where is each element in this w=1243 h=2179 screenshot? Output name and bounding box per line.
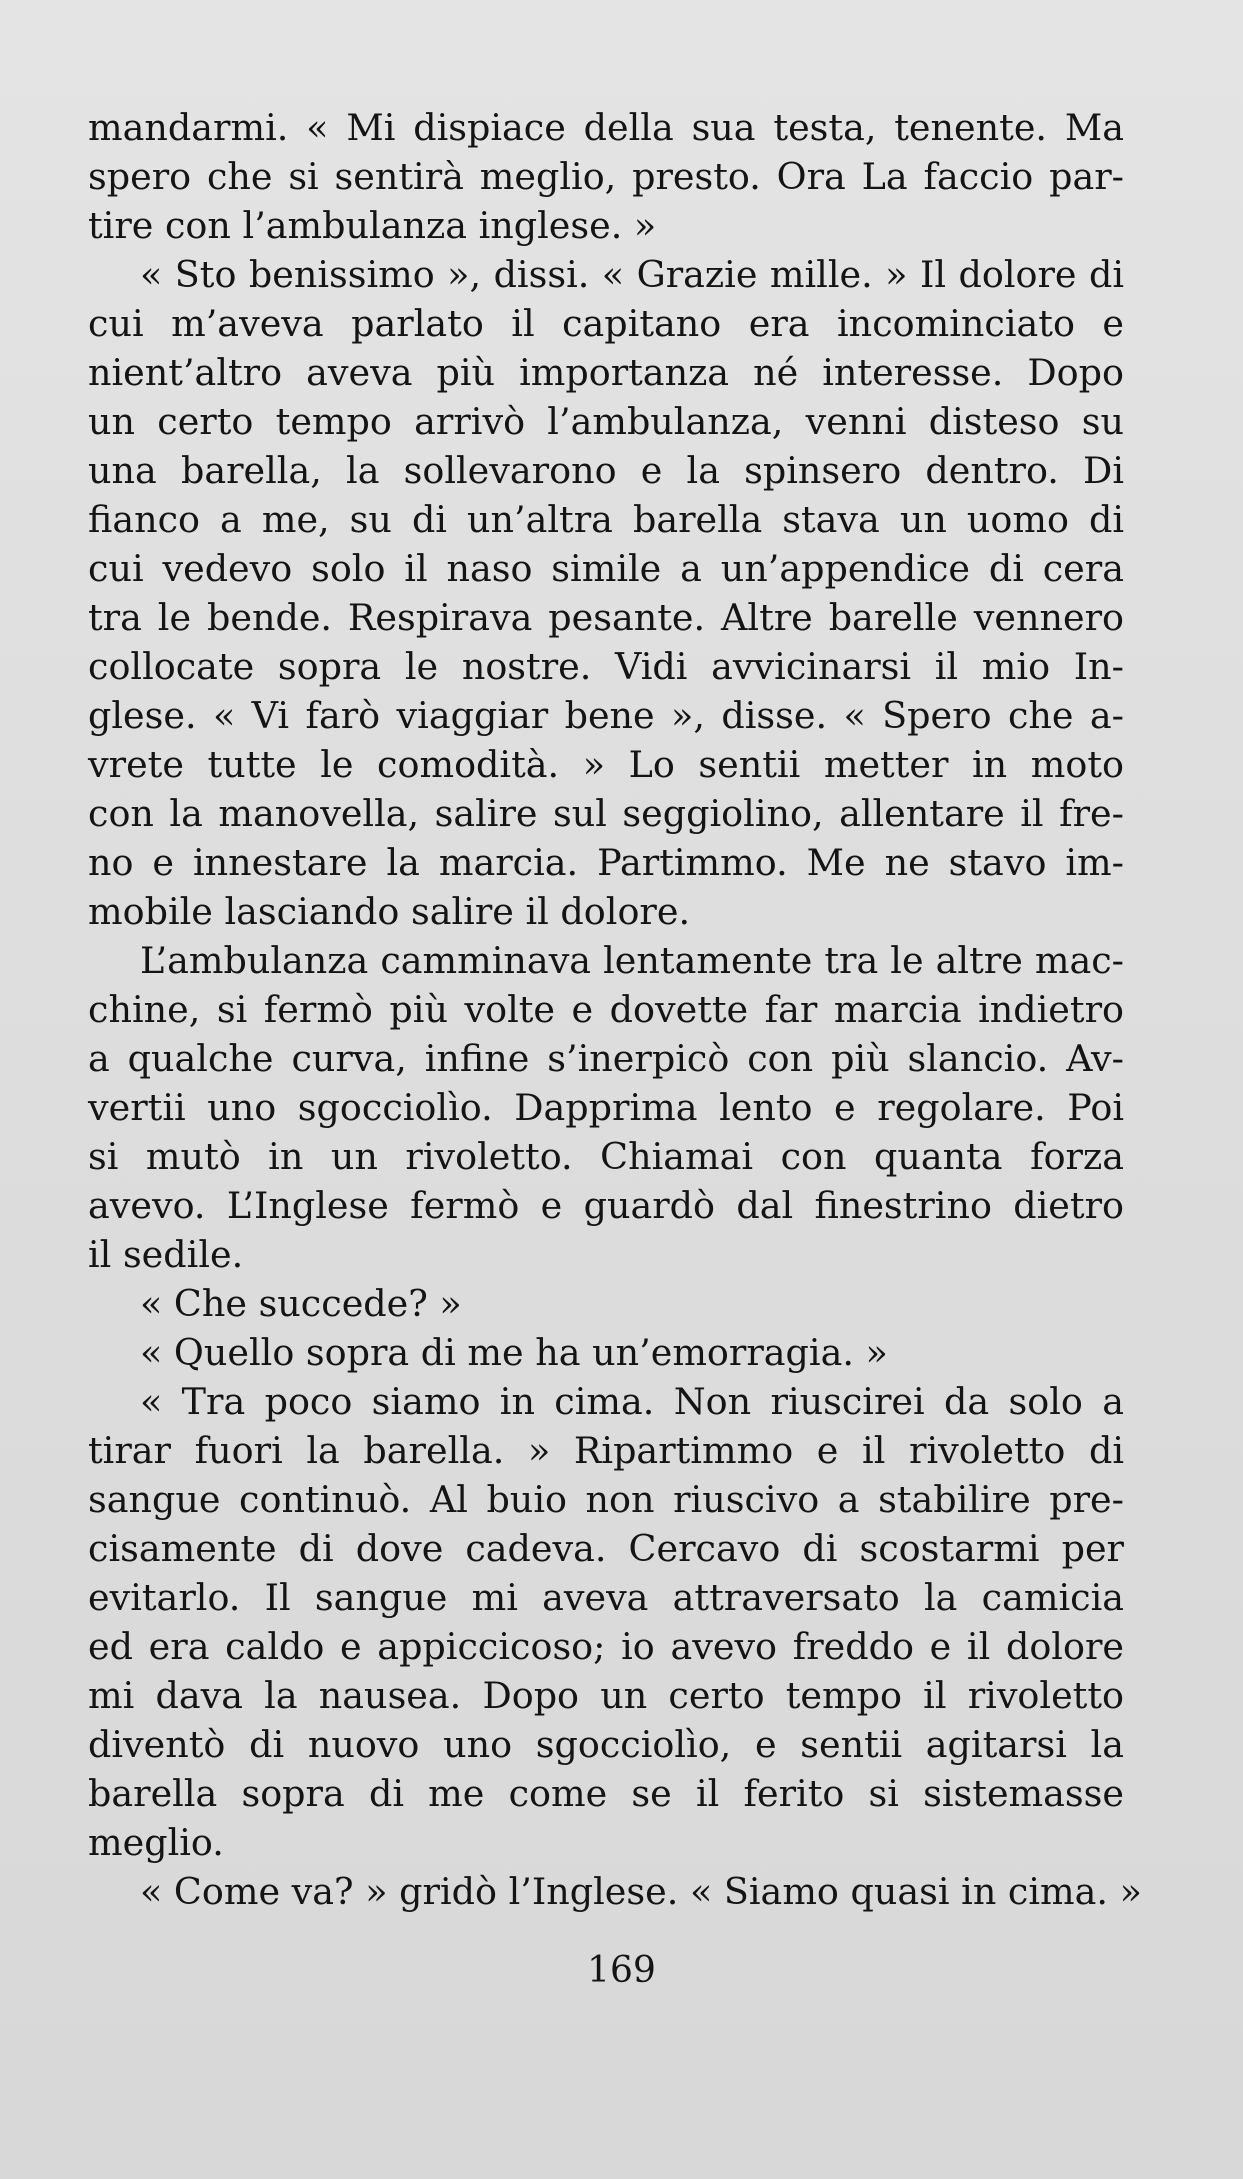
text-line: « Tra poco siamo in cima. Non riuscirei da solo a <box>140 1380 1124 1423</box>
text-line: cui m’aveva parlato il capitano era incominciato e <box>88 302 1124 345</box>
text-line: ed era caldo e appiccicoso; io avevo freddo e il dolore <box>88 1625 1124 1668</box>
text-line: spero che si sentirà meglio, presto. Ora La faccio par- <box>88 155 1124 198</box>
text-line: evitarlo. Il sangue mi aveva attraversato la camicia <box>88 1576 1124 1619</box>
text-line: cisamente di dove cadeva. Cercavo di scostarmi per <box>88 1527 1124 1570</box>
text-line: nient’altro aveva più importanza né interesse. Dopo <box>88 351 1124 394</box>
text-line: sangue continuò. Al buio non riuscivo a stabilire pre- <box>88 1478 1124 1521</box>
paragraph <box>88 250 1124 936</box>
text-line: glese. « Vi farò viaggiar bene », disse. « Spero che a- <box>88 694 1124 737</box>
text-line: tirar fuori la barella. » Ripartimmo e il rivoletto di <box>88 1429 1124 1472</box>
text-line: mandarmi. « Mi dispiace della sua testa, tenente. Ma <box>88 106 1124 149</box>
text-line: mobile lasciando salire il dolore. <box>88 890 691 933</box>
text-line: « Quello sopra di me ha un’emorragia. » <box>140 1331 888 1374</box>
page-number: 169 <box>587 1950 656 1991</box>
paragraph <box>88 103 1124 250</box>
text-line: a qualche curva, infine s’inerpicò con più slancio. Av- <box>88 1037 1124 1080</box>
text-line: meglio. <box>88 1821 224 1864</box>
text-line: vrete tutte le comodità. » Lo sentii metter in moto <box>88 743 1124 786</box>
text-line: barella sopra di me come se il ferito si sistemasse <box>88 1772 1124 1815</box>
text-line: tire con l’ambulanza inglese. » <box>88 204 657 247</box>
text-line: collocate sopra le nostre. Vidi avvicinarsi il mio In- <box>88 645 1124 688</box>
text-line: avevo. L’Inglese fermò e guardò dal finestrino dietro <box>88 1184 1124 1227</box>
text-line: un certo tempo arrivò l’ambulanza, venni disteso su <box>88 400 1124 443</box>
paragraph <box>88 1328 1124 1377</box>
text-line: fianco a me, su di un’altra barella stava un uomo di <box>88 498 1124 541</box>
text-line: con la manovella, salire sul seggiolino, allentare il fre- <box>88 792 1124 835</box>
text-line: « Sto benissimo », dissi. « Grazie mille. » Il dolore di <box>140 253 1124 296</box>
paragraph <box>88 936 1124 1279</box>
text-line: tra le bende. Respirava pesante. Altre barelle vennero <box>88 596 1124 639</box>
text-line: mi dava la nausea. Dopo un certo tempo il rivoletto <box>88 1674 1124 1717</box>
text-line: « Che succede? » <box>140 1282 462 1325</box>
body-text <box>88 103 1142 1916</box>
text-line: L’ambulanza camminava lentamente tra le altre mac- <box>140 939 1124 982</box>
text-line: il sedile. <box>88 1233 244 1276</box>
text-line: chine, si fermò più volte e dovette far marcia indietro <box>88 988 1124 1031</box>
text-line: no e innestare la marcia. Partimmo. Me ne stavo im- <box>88 841 1124 884</box>
paragraph <box>88 1867 1142 1916</box>
paragraph <box>88 1279 1124 1328</box>
text-line: vertii uno sgocciolìo. Dapprima lento e regolare. Poi <box>88 1086 1124 1129</box>
text-line: si mutò in un rivoletto. Chiamai con quanta forza <box>88 1135 1124 1178</box>
text-line: diventò di nuovo uno sgocciolìo, e sentii agitarsi la <box>88 1723 1124 1766</box>
text-line: cui vedevo solo il naso simile a un’appendice di cera <box>88 547 1124 590</box>
text-line: « Come va? » gridò l’Inglese. « Siamo quasi in cima. » <box>140 1870 1142 1913</box>
text-line: una barella, la sollevarono e la spinsero dentro. Di <box>88 449 1124 492</box>
paragraph <box>88 1377 1124 1867</box>
